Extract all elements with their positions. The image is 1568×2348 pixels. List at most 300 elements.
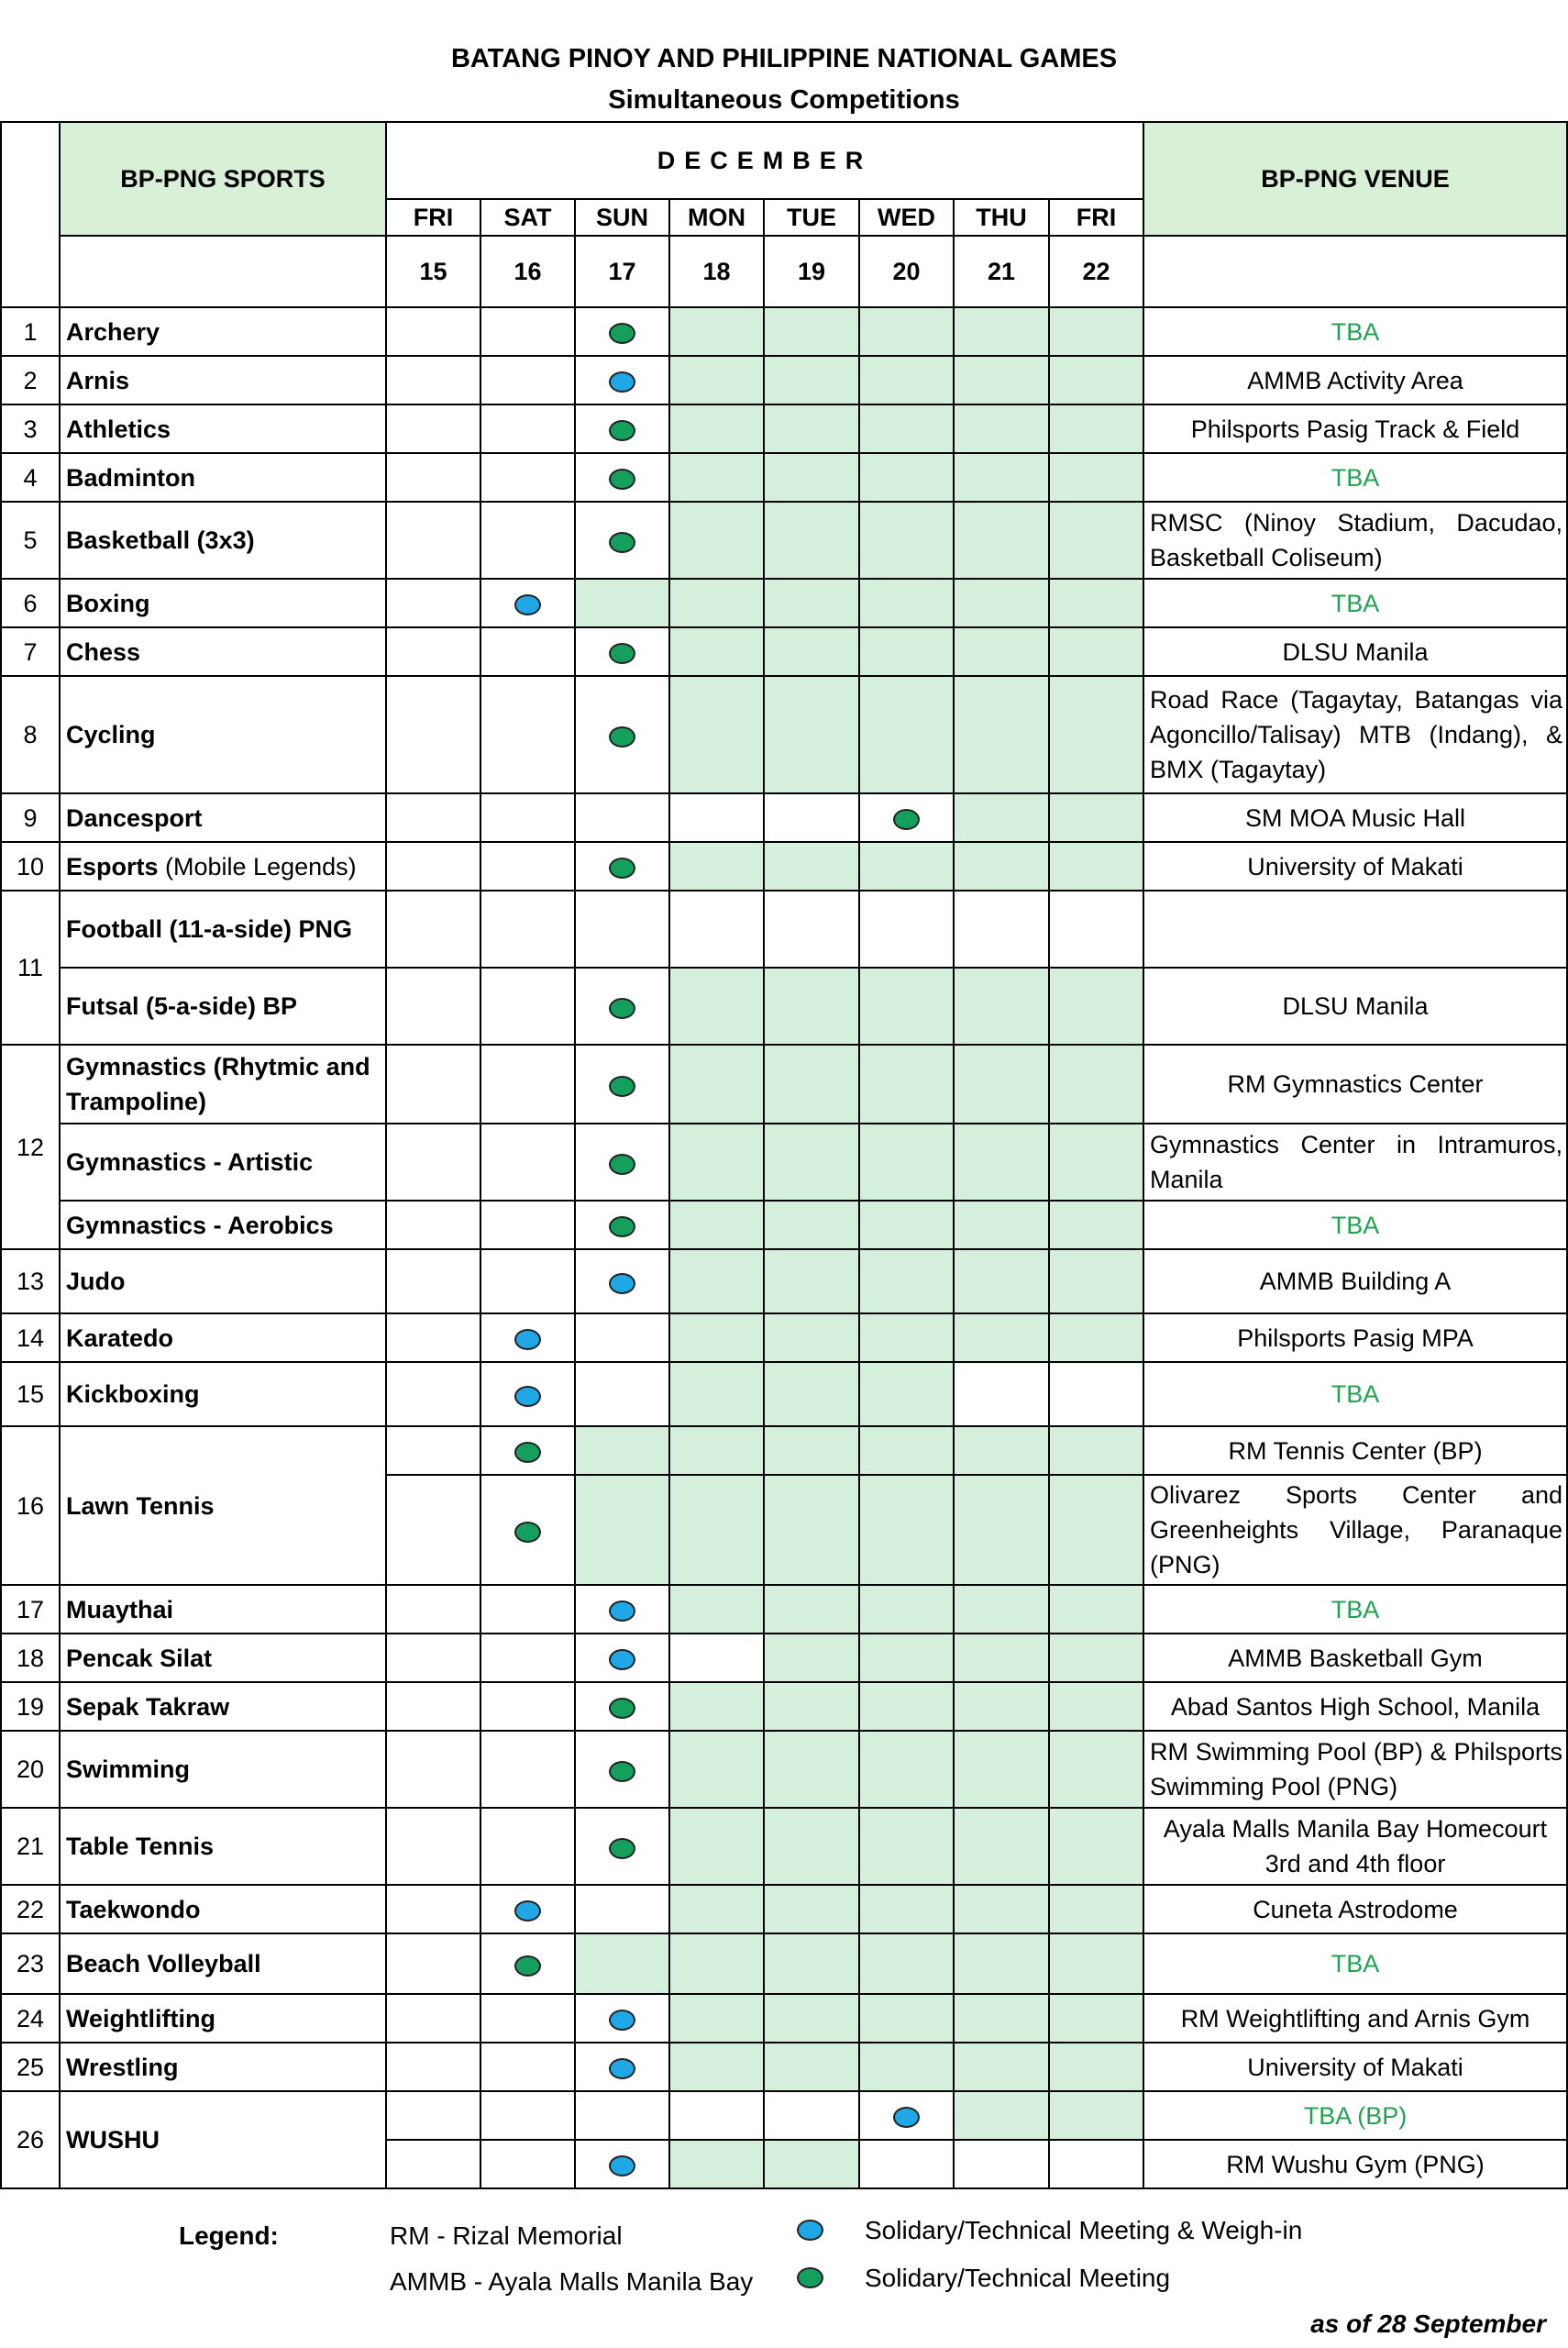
day-cell — [1049, 2140, 1143, 2188]
day-cell — [764, 2140, 859, 2188]
day-cell — [859, 2140, 954, 2188]
day-cell — [1049, 891, 1143, 968]
row-number: 2 — [1, 356, 60, 404]
meeting-dot-icon — [609, 1698, 635, 1719]
day-cell — [480, 1682, 575, 1731]
day-cell — [669, 579, 764, 627]
day-cell — [764, 627, 859, 676]
day-cell — [575, 968, 669, 1045]
table-row — [1, 356, 1567, 404]
day-cell — [954, 2043, 1049, 2091]
day-cell — [764, 1682, 859, 1731]
day-cell — [575, 307, 669, 356]
table-row — [1, 1585, 1567, 1634]
day-cell — [1049, 1585, 1143, 1634]
day-cell — [386, 627, 480, 676]
day-cell — [386, 502, 480, 579]
day-cell — [386, 842, 480, 891]
day-cell — [480, 1885, 575, 1933]
sport-label: Badminton — [66, 463, 195, 492]
venue-cell: Gymnastics Center in Intramuros, Manila — [1143, 1124, 1567, 1201]
day-cell — [480, 2043, 575, 2091]
day-cell — [859, 1426, 954, 1475]
day-cell — [954, 1808, 1049, 1885]
table-row — [1, 1313, 1567, 1362]
day-cell — [575, 1634, 669, 1682]
day-cell — [386, 1885, 480, 1933]
day-cell — [575, 676, 669, 793]
day-cell — [480, 968, 575, 1045]
day-cell — [764, 793, 859, 842]
day-cell — [764, 2043, 859, 2091]
sport-name — [60, 1045, 386, 1124]
day-cell — [764, 1201, 859, 1249]
sport-name — [60, 1994, 386, 2043]
day-cell — [954, 1362, 1049, 1426]
row-number: 21 — [1, 1808, 60, 1885]
legend-label: Legend: — [179, 2221, 279, 2250]
day-cell — [859, 891, 954, 968]
legend-ammb: AMMB - Ayala Malls Manila Bay — [390, 2267, 754, 2296]
sport-label-suffix: (Mobile Legends) — [158, 852, 357, 880]
day-cell — [669, 1249, 764, 1313]
row-number: 16 — [1, 1426, 60, 1585]
day-cell — [669, 356, 764, 404]
meeting-dot-icon — [609, 998, 635, 1019]
day-cell — [954, 1426, 1049, 1475]
sport-name — [60, 1731, 386, 1808]
day-cell — [764, 307, 859, 356]
meeting-dot-icon — [514, 1955, 541, 1977]
day-cell — [669, 1682, 764, 1731]
sport-label: Dancesport — [66, 803, 203, 832]
day-cell — [1049, 1808, 1143, 1885]
meeting-dot-icon — [893, 809, 920, 830]
day-cell — [859, 1634, 954, 1682]
table-row — [1, 1731, 1567, 1808]
sport-name — [60, 1885, 386, 1933]
day-cell — [764, 1994, 859, 2043]
day-cell — [859, 968, 954, 1045]
day-cell — [859, 1313, 954, 1362]
day-cell — [669, 1634, 764, 1682]
day-cell — [1049, 1634, 1143, 1682]
day-cell — [575, 502, 669, 579]
venue-cell: RMSC (Ninoy Stadium, Dacudao, Basketball Coliseum) — [1143, 502, 1567, 579]
day-cell — [764, 502, 859, 579]
day-cell — [575, 1585, 669, 1634]
table-row — [1, 1045, 1567, 1124]
venue-cell: RM Wushu Gym (PNG) — [1143, 2140, 1567, 2188]
venue-cell: Cuneta Astrodome — [1143, 1885, 1567, 1933]
legend-blue-dot-icon — [797, 2220, 823, 2241]
day-cell — [1049, 307, 1143, 356]
month-header: DECEMBER — [386, 122, 1143, 199]
day-cell — [575, 627, 669, 676]
table-row — [1, 453, 1567, 502]
row-number: 22 — [1, 1885, 60, 1933]
date-header: 21 — [954, 236, 1049, 307]
venue-cell: SM MOA Music Hall — [1143, 793, 1567, 842]
day-cell — [859, 1994, 954, 2043]
day-cell — [1049, 579, 1143, 627]
row-number: 26 — [1, 2091, 60, 2188]
day-cell — [764, 1124, 859, 1201]
day-cell — [386, 1731, 480, 1808]
day-cell — [480, 356, 575, 404]
row-number: 17 — [1, 1585, 60, 1634]
sport-label: Basketball (3x3) — [66, 526, 255, 555]
day-cell — [764, 1808, 859, 1885]
day-cell — [1049, 676, 1143, 793]
day-cell — [1049, 1201, 1143, 1249]
legend-green-dot-icon — [797, 2267, 823, 2288]
sport-name — [60, 1933, 386, 1994]
day-cell — [386, 1426, 480, 1475]
venue-cell: University of Makati — [1143, 2043, 1567, 2091]
venue-cell: RM Tennis Center (BP) — [1143, 1426, 1567, 1475]
table-row — [1, 891, 1567, 968]
table-row — [1, 1426, 1567, 1475]
day-cell — [575, 1426, 669, 1475]
day-cell — [1049, 1682, 1143, 1731]
day-cell — [480, 404, 575, 453]
venue-cell: Ayala Malls Manila Bay Homecourt 3rd and 4th floor — [1143, 1808, 1567, 1885]
day-cell — [954, 1249, 1049, 1313]
weekday-header: FRI — [1049, 199, 1143, 236]
day-cell — [954, 1124, 1049, 1201]
day-cell — [386, 1249, 480, 1313]
venue-header: BP-PNG VENUE — [1143, 122, 1567, 236]
day-cell — [764, 1313, 859, 1362]
table-row — [1, 404, 1567, 453]
day-cell — [669, 676, 764, 793]
sport-label: Lawn Tennis — [66, 1491, 215, 1520]
sport-name — [60, 968, 386, 1045]
sport-name — [60, 1124, 386, 1201]
day-cell — [575, 891, 669, 968]
table-row — [1, 1682, 1567, 1731]
day-cell — [859, 1249, 954, 1313]
sport-label: Karatedo — [66, 1324, 174, 1352]
legend-green-text: Solidary/Technical Meeting — [865, 2264, 1171, 2292]
day-cell — [480, 1994, 575, 2043]
sport-label: Chess — [66, 637, 141, 666]
day-cell — [386, 1808, 480, 1885]
day-cell — [386, 1994, 480, 2043]
table-row — [1, 1634, 1567, 1682]
table-row — [1, 1994, 1567, 2043]
day-cell — [669, 627, 764, 676]
day-cell — [575, 1933, 669, 1994]
row-number: 7 — [1, 627, 60, 676]
day-cell — [575, 356, 669, 404]
venue-cell: AMMB Building A — [1143, 1249, 1567, 1313]
day-cell — [669, 453, 764, 502]
day-cell — [859, 1731, 954, 1808]
day-cell — [575, 2140, 669, 2188]
table-row — [1, 1885, 1567, 1933]
sport-label: Taekwondo — [66, 1895, 201, 1923]
day-cell — [575, 842, 669, 891]
sport-label: Esports — [66, 852, 159, 880]
day-cell — [859, 842, 954, 891]
day-cell — [859, 627, 954, 676]
sport-label: Sepak Takraw — [66, 1692, 230, 1721]
day-cell — [859, 404, 954, 453]
day-cell — [386, 453, 480, 502]
day-cell — [386, 1313, 480, 1362]
row-number: 4 — [1, 453, 60, 502]
day-cell — [575, 1124, 669, 1201]
venue-cell: RM Gymnastics Center — [1143, 1045, 1567, 1124]
day-cell — [954, 1045, 1049, 1124]
sport-name — [60, 793, 386, 842]
table-row — [1, 2043, 1567, 2091]
day-cell — [386, 404, 480, 453]
day-cell — [669, 2043, 764, 2091]
date-header: 19 — [764, 236, 859, 307]
venue-cell: TBA — [1143, 307, 1567, 356]
day-cell — [575, 1731, 669, 1808]
day-cell — [669, 1124, 764, 1201]
day-cell — [954, 1933, 1049, 1994]
meeting-dot-icon — [609, 858, 635, 879]
weigh-in-dot-icon — [514, 1386, 541, 1407]
day-cell — [859, 1682, 954, 1731]
day-cell — [480, 1475, 575, 1585]
row-number: 12 — [1, 1045, 60, 1249]
day-cell — [1049, 404, 1143, 453]
day-cell — [386, 793, 480, 842]
date-header: 18 — [669, 236, 764, 307]
day-cell — [669, 1994, 764, 2043]
row-number: 18 — [1, 1634, 60, 1682]
row-number: 23 — [1, 1933, 60, 1994]
row-number: 6 — [1, 579, 60, 627]
sports-header: BP-PNG SPORTS — [60, 122, 386, 236]
weekday-header: MON — [669, 199, 764, 236]
day-cell — [480, 1634, 575, 1682]
day-cell — [480, 676, 575, 793]
day-cell — [859, 1045, 954, 1124]
day-cell — [954, 502, 1049, 579]
day-cell — [575, 1045, 669, 1124]
venue-cell: Philsports Pasig Track & Field — [1143, 404, 1567, 453]
day-cell — [764, 891, 859, 968]
sport-label: Pencak Silat — [66, 1644, 213, 1672]
day-cell — [764, 1585, 859, 1634]
day-cell — [764, 968, 859, 1045]
day-cell — [386, 676, 480, 793]
day-cell — [480, 793, 575, 842]
meeting-dot-icon — [609, 726, 635, 748]
day-cell — [575, 1885, 669, 1933]
day-cell — [480, 307, 575, 356]
day-cell — [669, 2140, 764, 2188]
sport-name — [60, 2043, 386, 2091]
day-cell — [480, 453, 575, 502]
document-title: BATANG PINOY AND PHILIPPINE NATIONAL GAMES — [450, 44, 1118, 73]
venue-cell: DLSU Manila — [1143, 968, 1567, 1045]
day-cell — [480, 1249, 575, 1313]
sport-name — [60, 307, 386, 356]
day-cell — [669, 891, 764, 968]
sport-name — [60, 1682, 386, 1731]
day-cell — [669, 968, 764, 1045]
weigh-in-dot-icon — [609, 371, 635, 393]
as-of-date: as of 28 September — [1310, 2309, 1546, 2338]
sport-name — [60, 356, 386, 404]
number-header-cell — [1, 122, 60, 307]
venue-cell — [1143, 891, 1567, 968]
day-cell — [859, 453, 954, 502]
day-cell — [859, 1933, 954, 1994]
venue-cell: Olivarez Sports Center and Greenheights Village, Paranaque (PNG) — [1143, 1475, 1567, 1585]
day-cell — [669, 404, 764, 453]
day-cell — [764, 453, 859, 502]
row-number: 1 — [1, 307, 60, 356]
legend-rm: RM - Rizal Memorial — [390, 2221, 623, 2250]
day-cell — [669, 1313, 764, 1362]
day-cell — [575, 1994, 669, 2043]
table-row — [1, 627, 1567, 676]
venue-cell: TBA — [1143, 1362, 1567, 1426]
day-cell — [954, 1475, 1049, 1585]
day-cell — [480, 1313, 575, 1362]
sport-name — [60, 1249, 386, 1313]
day-cell — [480, 1585, 575, 1634]
day-cell — [954, 1634, 1049, 1682]
day-cell — [480, 2140, 575, 2188]
day-cell — [859, 2091, 954, 2140]
schedule-table — [0, 121, 1568, 2189]
date-row — [1, 236, 1567, 307]
day-cell — [859, 356, 954, 404]
day-cell — [480, 1201, 575, 1249]
table-row — [1, 579, 1567, 627]
sport-name — [60, 2091, 386, 2188]
day-cell — [575, 2043, 669, 2091]
day-cell — [386, 891, 480, 968]
day-cell — [1049, 1124, 1143, 1201]
day-cell — [669, 842, 764, 891]
sport-label: Kickboxing — [66, 1380, 200, 1409]
sport-name — [60, 453, 386, 502]
day-cell — [764, 1475, 859, 1585]
weekday-header: TUE — [764, 199, 859, 236]
sport-label: Arnis — [66, 366, 130, 394]
day-cell — [859, 1475, 954, 1585]
day-cell — [764, 842, 859, 891]
meeting-dot-icon — [514, 1522, 541, 1543]
meeting-dot-icon — [609, 323, 635, 344]
sport-name — [60, 1808, 386, 1885]
day-cell — [386, 1585, 480, 1634]
venue-cell: TBA — [1143, 1585, 1567, 1634]
day-cell — [954, 453, 1049, 502]
day-cell — [1049, 627, 1143, 676]
sport-name — [60, 404, 386, 453]
day-cell — [669, 1731, 764, 1808]
date-header: 17 — [575, 236, 669, 307]
day-cell — [764, 1885, 859, 1933]
sport-label: Weightlifting — [66, 2004, 215, 2032]
day-cell — [859, 502, 954, 579]
day-cell — [669, 307, 764, 356]
day-cell — [669, 1426, 764, 1475]
day-cell — [575, 1249, 669, 1313]
venue-cell: RM Swimming Pool (BP) & Philsports Swimming Pool (PNG) — [1143, 1731, 1567, 1808]
day-cell — [1049, 453, 1143, 502]
weigh-in-dot-icon — [609, 2058, 635, 2079]
sport-name — [60, 502, 386, 579]
table-row — [1, 1249, 1567, 1313]
day-cell — [386, 1045, 480, 1124]
venue-cell: AMMB Activity Area — [1143, 356, 1567, 404]
table-row — [1, 676, 1567, 793]
day-cell — [859, 1885, 954, 1933]
weigh-in-dot-icon — [514, 1900, 541, 1922]
row-number: 3 — [1, 404, 60, 453]
weigh-in-dot-icon — [609, 1273, 635, 1294]
day-cell — [575, 579, 669, 627]
day-cell — [386, 2140, 480, 2188]
sports-subheader-blank — [60, 236, 386, 307]
day-cell — [1049, 1249, 1143, 1313]
venue-cell: Abad Santos High School, Manila — [1143, 1682, 1567, 1731]
day-cell — [764, 676, 859, 793]
day-cell — [1049, 1045, 1143, 1124]
day-cell — [1049, 793, 1143, 842]
day-cell — [764, 404, 859, 453]
day-cell — [386, 356, 480, 404]
day-cell — [1049, 2091, 1143, 2140]
day-cell — [386, 1933, 480, 1994]
day-cell — [480, 1124, 575, 1201]
day-cell — [575, 1475, 669, 1585]
day-cell — [1049, 1426, 1143, 1475]
sport-name — [60, 891, 386, 968]
day-cell — [575, 404, 669, 453]
sport-label: Beach Volleyball — [66, 1950, 261, 1978]
sport-name — [60, 579, 386, 627]
document-subtitle: Simultaneous Competitions — [608, 85, 960, 115]
day-cell — [859, 676, 954, 793]
row-number: 10 — [1, 842, 60, 891]
day-cell — [575, 1313, 669, 1362]
day-cell — [954, 1731, 1049, 1808]
sport-label: Muaythai — [66, 1595, 174, 1623]
weigh-in-dot-icon — [609, 1600, 635, 1622]
day-cell — [859, 1808, 954, 1885]
weigh-in-dot-icon — [609, 1649, 635, 1670]
row-number: 13 — [1, 1249, 60, 1313]
sport-label: Futsal (5-a-side) BP — [66, 992, 298, 1021]
day-cell — [764, 579, 859, 627]
day-cell — [1049, 1313, 1143, 1362]
table-row — [1, 1808, 1567, 1885]
day-cell — [386, 579, 480, 627]
day-cell — [386, 2043, 480, 2091]
day-cell — [575, 1682, 669, 1731]
day-cell — [669, 1362, 764, 1426]
day-cell — [1049, 1994, 1143, 2043]
row-number: 8 — [1, 676, 60, 793]
day-cell — [386, 1201, 480, 1249]
day-cell — [954, 968, 1049, 1045]
table-row — [1, 842, 1567, 891]
